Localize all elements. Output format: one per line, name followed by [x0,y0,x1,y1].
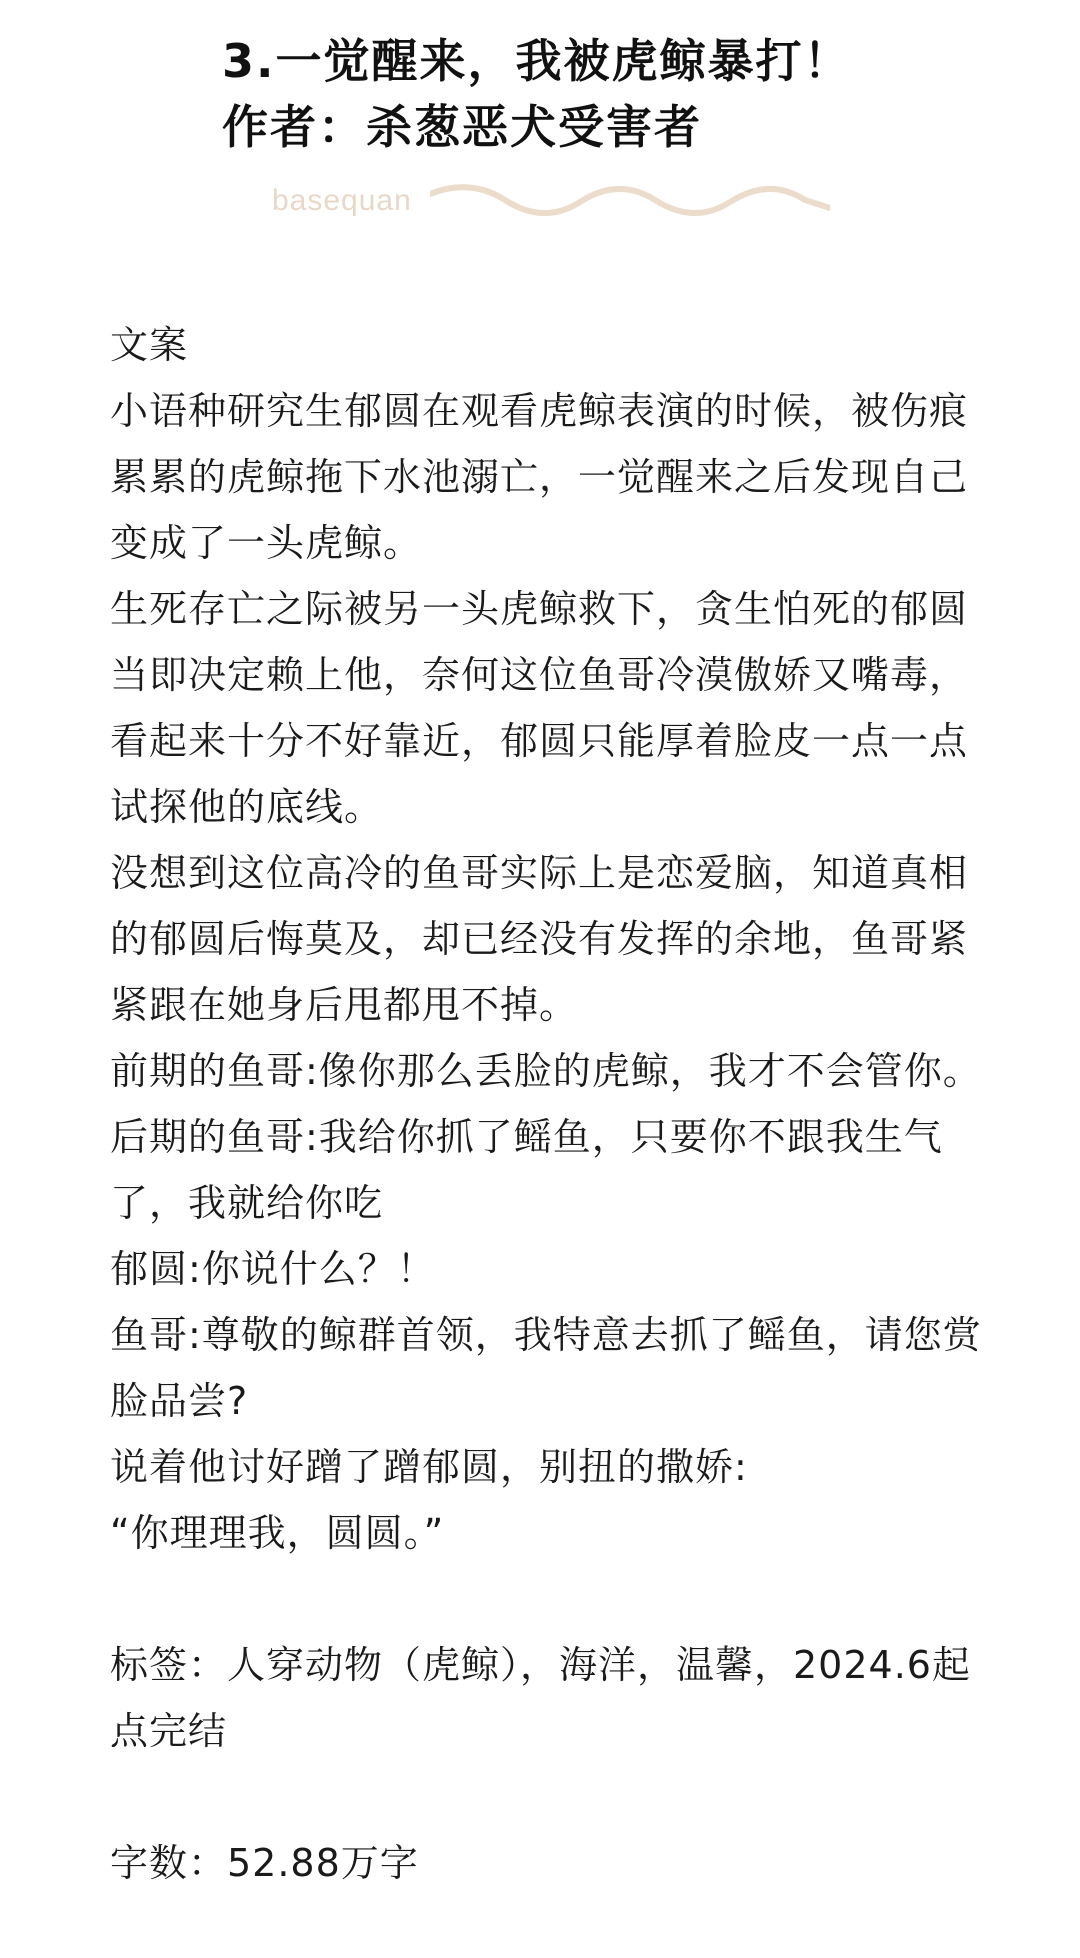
synopsis-paragraph: 郁圆:你说什么？！ [110,1247,436,1291]
book-title: 3.一觉醒来，我被虎鲸暴打！ [222,34,852,88]
synopsis-paragraph: 没想到这位高冷的鱼哥实际上是恋爱脑，知道真相的郁圆后悔莫及，却已经没有发挥的余地，鱼哥紧紧跟在她身后甩都甩不掉。 [110,851,969,1027]
section-label: 文案 [110,323,189,367]
spacer [110,1764,990,1830]
synopsis-paragraph: “你理理我，圆圆。” [110,1511,445,1555]
synopsis-paragraph: 鱼哥:尊敬的鲸群首领，我特意去抓了鳐鱼，请您赏脸品尝? [110,1313,982,1423]
synopsis-content [110,312,990,1896]
synopsis-paragraph: 生死存亡之际被另一头虎鲸救下，贪生怕死的郁圆当即决定赖上他，奈何这位鱼哥冷漠傲娇又嘴毒，看起来十分不好靠近，郁圆只能厚着脸皮一点一点试探他的底线。 [110,587,969,829]
synopsis-paragraph: 前期的鱼哥:像你那么丢脸的虎鲸，我才不会管你。 [110,1049,982,1093]
watermark-text: basequan [272,184,412,217]
wave-decoration-icon [430,178,830,238]
synopsis-paragraph: 小语种研究生郁圆在观看虎鲸表演的时候，被伤痕累累的虎鲸拖下水池溺亡，一觉醒来之后发现自己变成了一头虎鲸。 [110,389,969,565]
watermark [272,178,832,238]
spacer [110,1566,990,1632]
post-header [222,28,922,160]
tags-line: 标签：人穿动物（虎鲸），海洋，温馨，2024.6起点完结 [110,1643,971,1753]
word-count: 字数：52.88万字 [110,1841,419,1885]
book-author: 作者：杀葱恶犬受害者 [222,100,702,154]
synopsis-paragraph: 后期的鱼哥:我给你抓了鳐鱼，只要你不跟我生气了，我就给你吃 [110,1115,943,1225]
synopsis-paragraph: 说着他讨好蹭了蹭郁圆，别扭的撒娇: [110,1445,748,1489]
